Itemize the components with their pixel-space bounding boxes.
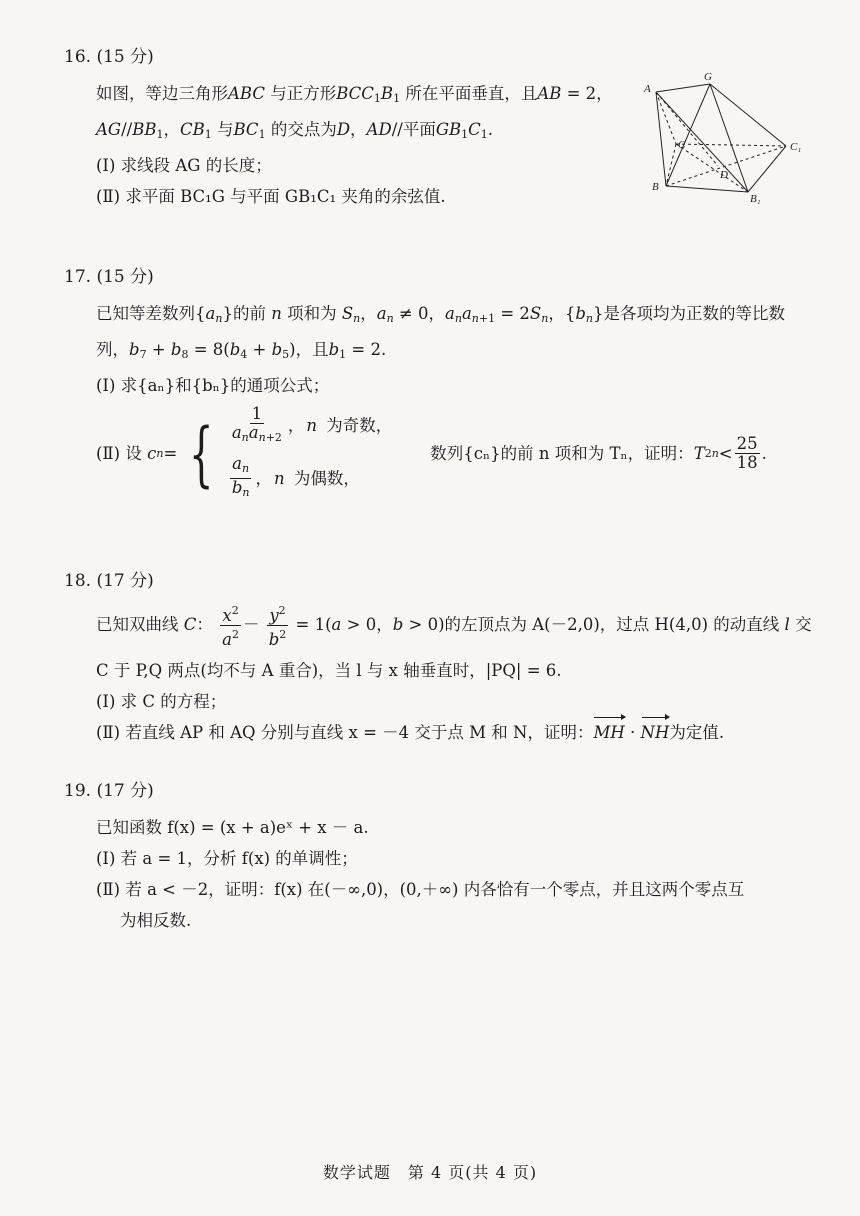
problem-17: [64, 266, 804, 502]
geometry-figure: [640, 68, 810, 204]
figure-label: A: [644, 83, 651, 95]
problem-text: 如图，等边三角形ABC 与正方形$BCC_1B_1$ 所在平面垂直，且AB = 2，: [96, 84, 613, 105]
problem-header: 19. (17 分): [64, 781, 154, 801]
part-2: (Ⅱ) 求平面 BC₁G 与平面 GB₁C₁ 夹角的余弦值.: [96, 187, 446, 206]
problem-text: 列，$b_7 + b_8 = 8(b_4 + b_5)$，且$b_1 = 2$.: [96, 340, 387, 361]
problem-header: 17. (15 分): [64, 267, 154, 287]
problem-header: 16. (15 分): [64, 47, 154, 67]
problem-text: C 于 P,Q 两点(均不与 A 重合)，当 l 与 x 轴垂直时，|PQ| = 6.: [96, 661, 562, 680]
figure-label: B: [652, 181, 659, 193]
figure-label: G: [704, 71, 712, 83]
part-1: (Ⅰ) 求{aₙ}和{bₙ}的通项公式；: [96, 376, 330, 395]
figure-label: C₁: [790, 141, 802, 153]
problem-text: 已知等差数列$\{a_n\}$的前 n 项和为 $S_n$，$a_n \ne 0$，$a_na_{n+1} = 2S_n$，$\{b_n\}$是各项均为正数的等比数: [96, 304, 785, 325]
problem-header: 18. (17 分): [64, 571, 154, 591]
part-1: (Ⅰ) 若 a = 1，分析 f(x) 的单调性；: [96, 849, 358, 868]
part-1: (Ⅰ) 求 C 的方程；: [96, 692, 227, 711]
part-2: (Ⅱ) 设 c n = { $\frac{1}{a_na_{n+2}}$ ， n 为奇数， $\frac{a_n}{b_n}$ ， n 为偶数， 数列{cₙ}的前 n 项和为 Tₙ，证明： T 2n < $\frac{25}{18}$ .: [96, 404, 767, 499]
problem-text: $AG//BB_1$，$CB_1$ 与$BC_1$ 的交点为D，AD//平面$GB_1C_1$.: [96, 120, 494, 141]
part-1: (Ⅰ) 求线段 AG 的长度；: [96, 156, 272, 175]
problem-18: [64, 570, 812, 748]
part-2-continued: 为相反数.: [120, 911, 192, 930]
part-2: (Ⅱ) 若直线 AP 和 AQ 分别与直线 x = －4 交于点 M 和 N，证明：MH · NH为定值.: [64, 717, 804, 748]
figure-label: C: [678, 139, 686, 151]
part-2: (Ⅱ) 若 a < －2，证明：f(x) 在(－∞,0)，(0,＋∞) 内各恰有一个零点，并且这两个零点互: [96, 880, 745, 899]
page-footer: 数学试题 第 4 页(共 4 页): [322, 1163, 538, 1182]
figure-label: D: [720, 169, 728, 181]
figure-label: B₁: [750, 193, 761, 204]
problem-19: [64, 780, 804, 936]
problem-text: 已知双曲线 C： $\frac{x^2}{a^2}$ － $\frac{y^2}{b^2}$ = 1(a > 0，b > 0)的左顶点为 A(－2,0)，过点 H(4,0) 的动直线 l 交: [96, 604, 812, 649]
problem-text: 已知函数 f(x) = (x + a)eˣ + x － a.: [96, 818, 369, 837]
